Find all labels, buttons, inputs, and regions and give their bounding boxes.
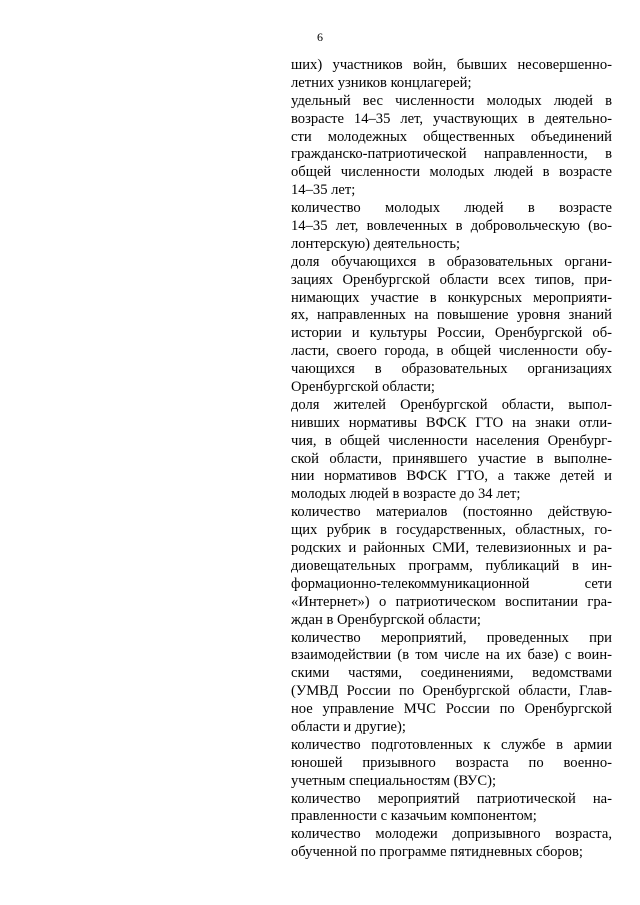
text-line: чия, в общей численности населения Оренбург- <box>291 432 612 449</box>
text-line: количество мероприятий патриотической на- <box>291 790 612 807</box>
text-line: правленности с казачьим компонентом; <box>291 808 537 825</box>
text-line: ное управление МЧС России по Оренбургской <box>291 701 612 718</box>
text-line: родских и районных СМИ, телевизионных и ра- <box>291 540 612 557</box>
text-line: Оренбургской области; <box>291 379 435 396</box>
page-number: 6 <box>317 30 323 44</box>
list-item <box>291 791 612 827</box>
text-line: гражданско-патриотической направленности, в <box>291 146 612 163</box>
text-line: области и другие); <box>291 718 406 735</box>
document-text-column <box>291 57 612 862</box>
text-line: удельный вес численности молодых людей в <box>291 92 612 109</box>
text-line: взаимодействии (в том числе на их базе) с воин- <box>291 647 612 664</box>
text-line: ждан в Оренбургской области; <box>291 611 481 628</box>
text-line: сти молодежных общественных объединений <box>291 128 612 145</box>
text-line: количество подготовленных к службе в армии <box>291 736 612 753</box>
text-line: нимающих участие в конкурсных мероприяти- <box>291 289 612 306</box>
text-line: ской области, принявшего участие в выполне- <box>291 450 612 467</box>
list-item <box>291 200 612 254</box>
text-line: доля жителей Оренбургской области, выпол- <box>291 396 612 413</box>
text-line: летних узников концлагерей; <box>291 74 472 91</box>
list-item <box>291 57 612 93</box>
text-line: «Интернет») о патриотическом воспитании гра- <box>291 593 612 610</box>
text-line: формационно-телекоммуникационной сети <box>291 575 612 592</box>
text-line: общей численности молодых людей в возрасте <box>291 164 612 181</box>
text-line: доля обучающихся в образовательных органи- <box>291 253 612 270</box>
text-line: ях, направленных на повышение уровня знаний <box>291 307 612 324</box>
text-line: истории и культуры России, Оренбургской об- <box>291 325 612 342</box>
text-line: возрасте 14–35 лет, участвующих в деятельно- <box>291 110 612 127</box>
text-line: 14–35 лет, вовлеченных в добровольческую (во- <box>291 218 612 235</box>
text-line: количество материалов (постоянно действую- <box>291 504 612 521</box>
list-item <box>291 93 612 200</box>
text-line: количество молодежи допризывного возраста, <box>291 826 612 843</box>
text-line: нивших нормативы ВФСК ГТО на знаки отли- <box>291 414 612 431</box>
text-line: юношей призывного возраста по военно- <box>291 754 612 771</box>
list-item <box>291 737 612 791</box>
text-line: чающихся в образовательных организациях <box>291 361 612 378</box>
text-line: (УМВД России по Оренбургской области, Глав- <box>291 683 612 700</box>
text-line: лонтерскую) деятельность; <box>291 235 461 252</box>
text-line: обученной по программе пятидневных сборов; <box>291 844 583 861</box>
text-line: щих рубрик в государственных, областных, го- <box>291 522 612 539</box>
text-line: диовещательных программ, публикаций в ин- <box>291 557 612 574</box>
text-line: учетным специальностям (ВУС); <box>291 772 497 789</box>
text-line: количество мероприятий, проведенных при <box>291 629 612 646</box>
text-line: зациях Оренбургской области всех типов, при- <box>291 271 612 288</box>
text-line: молодых людей в возрасте до 34 лет; <box>291 486 521 503</box>
list-item <box>291 254 612 397</box>
text-line: количество молодых людей в возрасте <box>291 200 612 217</box>
list-item <box>291 397 612 504</box>
list-item <box>291 826 612 862</box>
text-line: ших) участников войн, бывших несовершенно- <box>291 57 612 73</box>
text-line: нии нормативов ВФСК ГТО, а также детей и <box>291 468 612 485</box>
text-line: скими частями, соединениями, ведомствами <box>291 665 612 682</box>
text-line: 14–35 лет; <box>291 182 356 199</box>
text-line: ласти, своего города, в общей численности обу- <box>291 343 612 360</box>
list-item <box>291 504 612 629</box>
list-item <box>291 630 612 737</box>
